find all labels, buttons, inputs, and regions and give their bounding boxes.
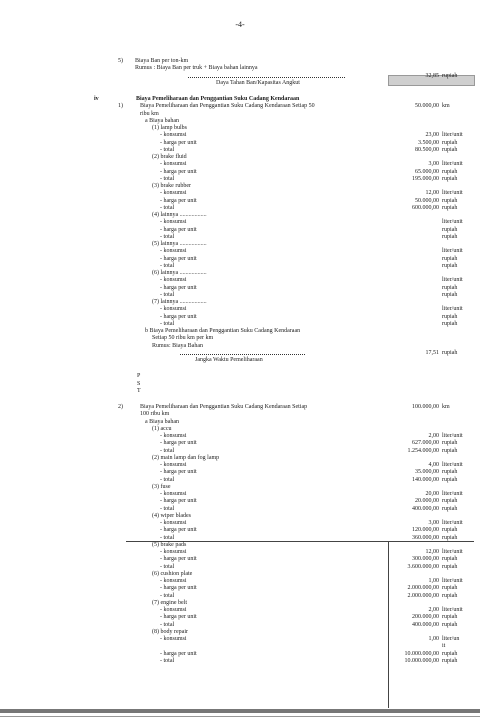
row-unit: rupiah: [442, 175, 458, 182]
row-label: (3) fuse: [152, 483, 171, 490]
document-row: [0, 248, 480, 255]
row-label: - harga per unit: [160, 226, 197, 233]
document-row: [0, 176, 480, 183]
row-label: (2) brake fluid: [152, 154, 187, 160]
row-unit: rupiah: [442, 72, 458, 79]
row-label: (5) lainnya ..................: [152, 241, 207, 247]
row-unit: rupiah: [442, 657, 458, 664]
row-label: - konsumsi: [160, 607, 187, 613]
row-label: (6) lainnya ..................: [152, 270, 207, 276]
row-label: - total: [160, 262, 175, 269]
document-row: [0, 270, 480, 277]
document-row: [0, 491, 480, 498]
row-unit: liter/unit: [442, 306, 463, 313]
document-row: [0, 498, 480, 505]
row-unit: it: [442, 643, 446, 650]
document-row: [0, 190, 480, 197]
row-value: 120.000,00: [412, 527, 439, 534]
row-label: (4) wiper blades: [152, 512, 191, 519]
row-unit: liter/unit: [442, 132, 463, 139]
document-row: [0, 256, 480, 263]
row-label: - harga per unit: [160, 313, 197, 320]
document-row: [0, 578, 480, 585]
row-label: - total: [160, 476, 175, 483]
row-value: 627.000,00: [412, 440, 439, 447]
document-row: [0, 65, 480, 72]
row-label: - harga per unit: [160, 469, 197, 476]
row-label: b Biaya Pemeliharaan dan Penggantian Suku Cadang Kendaraan: [145, 328, 301, 334]
document-row: [0, 292, 480, 299]
row-label: - harga per unit: [160, 527, 197, 534]
row-unit: liter/unit: [442, 161, 463, 168]
row-label: - total: [160, 592, 175, 599]
document-row: [0, 411, 480, 418]
row-unit: liter/unit: [442, 491, 463, 497]
row-label: 100 ribu km: [140, 411, 170, 418]
row-label: - konsumsi: [160, 277, 187, 284]
document-row: [0, 335, 480, 342]
row-label: a Biaya bahan: [145, 117, 179, 124]
page-number: -4-: [235, 20, 245, 29]
margin-letter: S: [137, 380, 141, 387]
row-unit: rupiah: [442, 563, 458, 570]
document-row: [0, 455, 480, 462]
margin-letter: T: [137, 387, 141, 394]
row-value: 600.000,00: [412, 204, 439, 211]
row-value: 3.600.000,00: [407, 563, 439, 570]
row-label: - konsumsi: [160, 248, 187, 255]
document-row: [0, 205, 480, 212]
document-row: [0, 132, 480, 139]
row-label: - harga per unit: [160, 556, 197, 563]
document-row: [0, 506, 480, 513]
row-unit: liter/unit: [442, 277, 463, 284]
document-row: [0, 622, 480, 629]
row-value: 3,00: [428, 520, 439, 526]
row-label: (5) brake pads: [152, 541, 187, 548]
row-label: Rumus : Biaya Ban per truk + Biaya bahan lainnya: [135, 65, 258, 72]
row-label: - total: [160, 505, 175, 512]
document-row: [0, 198, 480, 205]
row-value: 200.000,00: [412, 614, 439, 621]
row-label: - total: [160, 204, 175, 211]
row-value: 300.000,00: [412, 556, 439, 563]
row-unit: rupiah: [442, 139, 458, 146]
row-unit: rupiah: [442, 349, 458, 356]
fraction-line: [188, 77, 345, 78]
row-unit: rupiah: [442, 476, 458, 483]
row-unit: rupiah: [442, 197, 458, 204]
document-row: [0, 357, 480, 364]
document-row: [0, 169, 480, 176]
row-unit: rupiah: [442, 621, 458, 628]
row-label: Daya Tahan Ban/Kapasitas Angkut: [216, 79, 300, 86]
document-row: [0, 658, 480, 665]
row-value: 2.000.000,00: [407, 585, 439, 592]
scan-bottom-edge: [0, 709, 480, 713]
document-row: [0, 527, 480, 534]
row-label: - harga per unit: [160, 139, 197, 146]
document-row: [0, 542, 480, 549]
row-value: 360.000,00: [412, 534, 439, 541]
document-row: [0, 636, 480, 643]
row-value: 1,00: [428, 578, 439, 584]
item-number: 1): [118, 103, 123, 110]
row-unit: liter/unit: [442, 520, 463, 526]
row-value: 100.000,00: [412, 404, 439, 410]
margin-letter: P: [137, 373, 141, 380]
row-label: (8) body repair: [152, 628, 188, 635]
document-row: [0, 549, 480, 556]
row-value: 1.254.000,00: [407, 447, 439, 454]
row-value: 50.000,00: [415, 103, 439, 110]
document-row: [0, 125, 480, 132]
row-unit: rupiah: [442, 614, 458, 621]
document-row: [0, 328, 480, 335]
row-label: ribu km: [140, 110, 159, 117]
row-unit: liter/unit: [442, 607, 463, 613]
document-row: [0, 585, 480, 592]
row-unit: rupiah: [442, 498, 458, 505]
row-value: 12,00: [425, 190, 439, 197]
document-row: [0, 183, 480, 190]
document-row: [0, 154, 480, 161]
row-value: 3.500,00: [418, 139, 439, 146]
row-label: - konsumsi: [160, 462, 187, 468]
row-unit: rupiah: [442, 440, 458, 447]
row-label: (2) main lamp dan fog lamp: [152, 454, 220, 461]
fraction-line: [180, 354, 305, 355]
row-label: - harga per unit: [160, 614, 197, 621]
row-unit: liter/unit: [442, 433, 463, 439]
document-row: [0, 381, 480, 388]
row-value: 10.000.000,00: [404, 650, 439, 657]
row-value: 10.000.000,00: [404, 657, 439, 664]
document-row: [0, 484, 480, 491]
document-row: [0, 614, 480, 621]
row-label: - konsumsi: [160, 219, 187, 226]
row-unit: liter/unit: [442, 219, 463, 226]
row-unit: rupiah: [442, 146, 458, 153]
row-unit: rupiah: [442, 291, 458, 298]
document-row: [0, 607, 480, 614]
document-row: [0, 395, 480, 404]
document-row: [0, 513, 480, 520]
row-label: - konsumsi: [160, 491, 187, 497]
row-label: - konsumsi: [160, 190, 187, 197]
document-row: [0, 140, 480, 147]
scan-bottom-line: [0, 716, 480, 717]
document-row: [0, 388, 480, 395]
row-unit: liter/unit: [442, 549, 463, 555]
row-unit: km: [442, 404, 450, 410]
row-label: - konsumsi: [160, 161, 187, 168]
row-value: 23,00: [425, 132, 439, 139]
document-row: [0, 404, 480, 411]
row-label: - total: [160, 146, 175, 153]
row-label: Biaya Pemeliharaan dan Penggantian Suku Cadang Kendaraan Setiap 50: [140, 103, 315, 110]
row-label: - total: [160, 621, 175, 628]
row-label: Rumus: Biaya Bahan: [152, 342, 203, 349]
row-unit: rupiah: [442, 650, 458, 657]
document-row: [0, 285, 480, 292]
document-row: [0, 477, 480, 484]
document-row: [0, 321, 480, 328]
document-row: [0, 73, 480, 80]
row-unit: rupiah: [442, 313, 458, 320]
row-unit: liter/unit: [442, 248, 463, 255]
row-unit: rupiah: [442, 505, 458, 512]
document-row: [0, 426, 480, 433]
row-unit: rupiah: [442, 233, 458, 240]
document-row: [0, 87, 480, 96]
document-row: [0, 212, 480, 219]
row-unit: liter/unit: [442, 190, 463, 197]
row-label: (1) lamp bulbs: [152, 125, 187, 131]
document-row: [0, 103, 480, 110]
row-unit: liter/un: [442, 636, 460, 642]
row-unit: km: [442, 103, 450, 110]
row-unit: rupiah: [442, 585, 458, 592]
row-unit: rupiah: [442, 527, 458, 534]
document-row: [0, 440, 480, 447]
document-body: [0, 58, 480, 665]
document-row: [0, 433, 480, 440]
row-label: Biaya Ban per ton-km: [135, 58, 189, 64]
row-label: - konsumsi: [160, 520, 187, 526]
document-row: [0, 643, 480, 650]
document-row: [0, 58, 480, 65]
row-label: Biaya Pemeliharaan dan Penggantian Suku Cadang Kendaraan: [136, 96, 300, 102]
document-row: [0, 448, 480, 455]
row-value: 400.000,00: [412, 621, 439, 628]
item-number: 2): [118, 404, 123, 410]
row-label: (6) cushion plate: [152, 570, 193, 577]
row-label: (7) engine belt: [152, 599, 187, 606]
row-unit: rupiah: [442, 534, 458, 541]
row-label: Jangka Waktu Pemeliharaan: [195, 357, 263, 363]
document-row: [0, 343, 480, 350]
row-unit: rupiah: [442, 204, 458, 211]
document-row: [0, 219, 480, 226]
row-label: - konsumsi: [160, 132, 187, 139]
row-value: 17,51: [425, 349, 439, 356]
row-label: (1) accu: [152, 425, 172, 432]
row-label: - harga per unit: [160, 498, 197, 505]
section-numeral: iv: [94, 96, 99, 102]
document-row: [0, 593, 480, 600]
row-unit: rupiah: [442, 447, 458, 454]
row-label: - harga per unit: [160, 284, 197, 291]
document-row: [0, 571, 480, 578]
document-row: [0, 564, 480, 571]
document-row: [0, 364, 480, 373]
row-label: - konsumsi: [160, 306, 187, 313]
document-row: [0, 462, 480, 469]
row-label: - konsumsi: [160, 636, 187, 642]
document-row: [0, 600, 480, 607]
document-row: [0, 227, 480, 234]
row-unit: rupiah: [442, 556, 458, 563]
document-row: [0, 241, 480, 248]
row-label: - konsumsi: [160, 433, 187, 439]
document-row: [0, 96, 480, 103]
row-label: - total: [160, 447, 175, 454]
row-label: - total: [160, 175, 175, 182]
row-label: - konsumsi: [160, 578, 187, 584]
row-value: 3,00: [428, 161, 439, 168]
row-label: - harga per unit: [160, 168, 197, 175]
row-value: 1,00: [428, 636, 439, 642]
document-row: [0, 263, 480, 270]
document-row: [0, 234, 480, 241]
document-row: [0, 306, 480, 313]
row-value: 80.500,00: [415, 146, 439, 153]
document-row: [0, 651, 480, 658]
row-value: 4,00: [428, 462, 439, 468]
row-label: - harga per unit: [160, 255, 197, 262]
row-value: 32,85: [425, 72, 439, 79]
row-value: 195.000,00: [412, 175, 439, 182]
row-label: - total: [160, 563, 175, 570]
document-row: [0, 147, 480, 154]
row-label: - harga per unit: [160, 197, 197, 204]
row-unit: liter/unit: [442, 462, 463, 468]
document-row: [0, 111, 480, 118]
row-unit: rupiah: [442, 284, 458, 291]
row-label: - total: [160, 291, 175, 298]
row-label: - total: [160, 233, 175, 240]
document-row: [0, 299, 480, 306]
row-value: 65.000,00: [415, 168, 439, 175]
row-label: - harga per unit: [160, 650, 197, 657]
row-value: 400.000,00: [412, 505, 439, 512]
row-label: - harga per unit: [160, 440, 197, 447]
item-number: 5): [118, 58, 123, 64]
row-label: - total: [160, 657, 175, 664]
row-value: 20.000,00: [415, 498, 439, 505]
document-row: [0, 469, 480, 476]
row-label: (4) lainnya ..................: [152, 212, 207, 218]
document-row: [0, 80, 480, 87]
row-label: - total: [160, 320, 175, 327]
row-value: 20,00: [425, 491, 439, 497]
document-row: [0, 118, 480, 125]
document-row: [0, 629, 480, 636]
row-label: Setiap 50 ribu km per km: [152, 335, 214, 342]
row-label: - harga per unit: [160, 585, 197, 592]
row-label: (3) brake rubber: [152, 183, 191, 189]
row-value: 2,00: [428, 607, 439, 613]
document-row: [0, 535, 480, 542]
document-row: [0, 314, 480, 321]
row-unit: rupiah: [442, 255, 458, 262]
document-row: [0, 520, 480, 527]
row-unit: rupiah: [442, 469, 458, 476]
row-value: 2,00: [428, 433, 439, 439]
row-value: 2.000.000,00: [407, 592, 439, 599]
row-value: 12,00: [425, 549, 439, 555]
row-unit: rupiah: [442, 320, 458, 327]
document-row: [0, 277, 480, 284]
row-label: a Biaya bahan: [145, 418, 179, 425]
row-value: 140.000,00: [412, 476, 439, 483]
row-unit: rupiah: [442, 168, 458, 175]
row-label: Biaya Pemeliharaan dan Penggantian Suku Cadang Kendaraan Setiap: [140, 404, 308, 410]
document-row: [0, 419, 480, 426]
row-label: - total: [160, 534, 175, 541]
document-row: [0, 556, 480, 563]
document-row: [0, 373, 480, 380]
row-unit: rupiah: [442, 262, 458, 269]
row-value: 50.000,00: [415, 197, 439, 204]
row-label: (7) lainnya ..................: [152, 299, 207, 305]
document-row: [0, 350, 480, 357]
row-label: - konsumsi: [160, 549, 187, 555]
row-value: 35.000,00: [415, 469, 439, 476]
row-unit: liter/unit: [442, 578, 463, 584]
row-unit: rupiah: [442, 226, 458, 233]
document-row: [0, 161, 480, 168]
row-unit: rupiah: [442, 592, 458, 599]
